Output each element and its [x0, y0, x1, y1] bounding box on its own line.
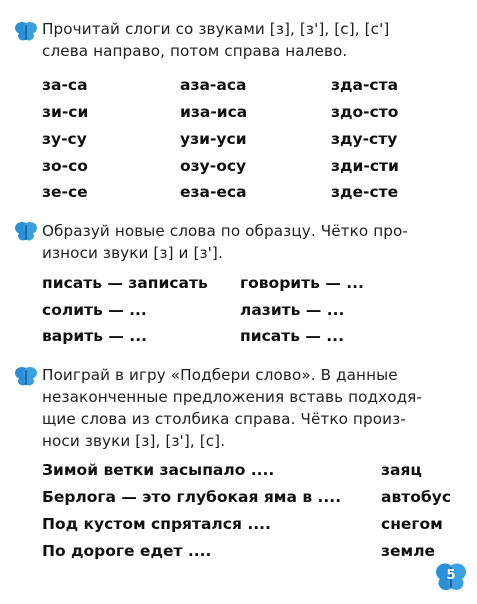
syllable-cell: иза-иса [180, 103, 248, 121]
syllable-cell: зо-со [42, 157, 88, 175]
word-pair: солить — ... [42, 301, 147, 319]
answer-word: заяц [381, 461, 422, 479]
syllable-cell: еза-еса [180, 183, 247, 201]
syllable-cell: зи-си [42, 103, 89, 121]
syllable-cell: узи-уси [180, 130, 247, 148]
answer-word: снегом [381, 515, 443, 533]
instruction-line: износи звуки [з] и [з']. [42, 244, 223, 262]
exercise-1-instruction [42, 18, 453, 62]
answer-word: земле [381, 542, 436, 560]
butterfly-icon [14, 221, 38, 243]
syllable-cell: зде-сте [331, 183, 399, 201]
butterfly-icon [14, 21, 38, 43]
sentence: По дороге едет .... [42, 542, 212, 560]
syllable-cell: зе-се [42, 183, 88, 201]
sentence: Под кустом спрятался .... [42, 515, 271, 533]
syllable-cell: зу-су [42, 130, 87, 148]
page-number: 5 [446, 568, 456, 583]
syllable-cell: здо-сто [331, 103, 399, 121]
instruction-line: Поиграй в игру «Подбери слово». В данные [42, 366, 398, 384]
syllable-cell: за-са [42, 76, 88, 94]
sentence: Зимой ветки засыпало .... [42, 461, 275, 479]
instruction-line: щие слова из столбика справа. Чётко произ- [42, 410, 406, 428]
syllable-cell: озу-осу [180, 157, 247, 175]
butterfly-icon [14, 366, 38, 388]
syllable-cell: зди-сти [331, 157, 399, 175]
word-pair: варить — ... [42, 327, 147, 345]
instruction-line: Прочитай слоги со звуками [з], [з'], [с], [с'] [42, 20, 390, 38]
syllable-cell: зда-ста [331, 76, 399, 94]
instruction-line: Образуй новые слова по образцу. Чётко про- [42, 222, 408, 240]
instruction-line: носи звуки [з], [з'], [с]. [42, 432, 226, 450]
answer-word: автобус [381, 488, 452, 506]
exercise-3-instruction [42, 364, 453, 452]
word-pair: лазить — ... [240, 301, 345, 319]
word-pair: говорить — ... [240, 274, 364, 292]
instruction-line: слева направо, потом справа налево. [42, 42, 348, 60]
exercise-2-instruction [42, 220, 453, 264]
instruction-line: незаконченные предложения вставь подходя- [42, 388, 422, 406]
sentence: Берлога — это глубокая яма в .... [42, 488, 342, 506]
syllable-cell: зду-сту [331, 130, 398, 148]
word-pair: писать — записать [42, 274, 208, 292]
word-pair: писать — ... [240, 327, 344, 345]
syllable-cell: аза-аса [180, 76, 247, 94]
